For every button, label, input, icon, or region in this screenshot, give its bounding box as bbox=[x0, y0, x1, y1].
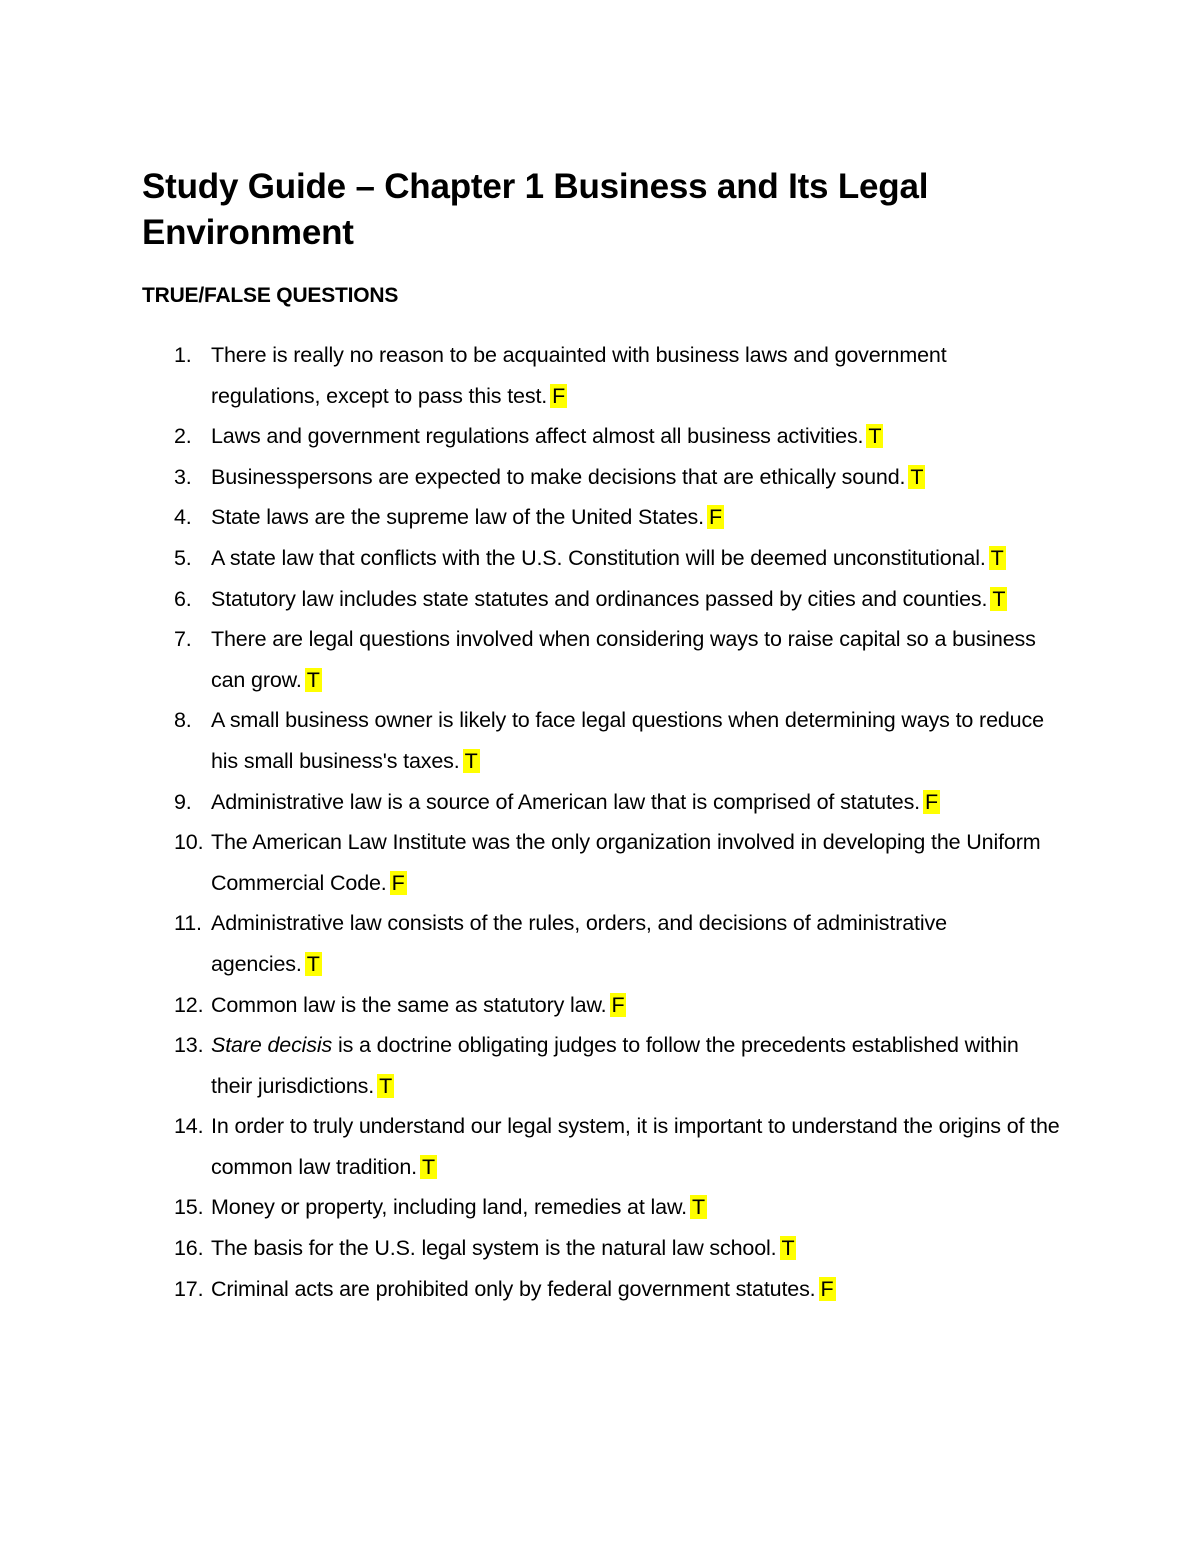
question-text bbox=[211, 830, 1041, 895]
question-text bbox=[211, 465, 925, 489]
question-item bbox=[0, 985, 1061, 1026]
question-statement: Administrative law is a source of American law that is comprised of statutes. bbox=[211, 789, 920, 814]
question-number: 15. bbox=[174, 1195, 204, 1220]
answer-highlight: T bbox=[910, 464, 924, 489]
question-statement: Criminal acts are prohibited only by federal government statutes. bbox=[211, 1276, 816, 1301]
question-item bbox=[0, 1269, 1061, 1310]
question-item bbox=[0, 497, 1061, 538]
question-statement: Administrative law consists of the rules, orders, and decisions of administrative agencies. bbox=[211, 911, 947, 976]
answer-highlight: F bbox=[552, 383, 566, 408]
question-list bbox=[0, 335, 1200, 1309]
answer-highlight: T bbox=[691, 1195, 705, 1220]
question-text bbox=[211, 790, 940, 814]
question-number: 17. bbox=[174, 1276, 204, 1301]
question-item bbox=[0, 457, 1061, 498]
answer-highlight: F bbox=[708, 505, 722, 530]
question-text bbox=[211, 587, 1007, 611]
question-item bbox=[0, 903, 1061, 984]
question-item bbox=[0, 1025, 1061, 1106]
question-item bbox=[0, 700, 1061, 781]
answer-highlight: T bbox=[306, 667, 320, 692]
question-item bbox=[0, 822, 1061, 903]
question-number: 2. bbox=[174, 424, 192, 449]
question-statement: A small business owner is likely to face legal questions when determining ways to reduce his small business's taxes. bbox=[211, 708, 1044, 773]
question-statement: State laws are the supreme law of the United States. bbox=[211, 505, 704, 530]
question-number: 16. bbox=[174, 1236, 204, 1261]
section-heading: TRUE/FALSE QUESTIONS bbox=[142, 284, 399, 307]
page-title: Study Guide – Chapter 1 Business and Its Legal Environment bbox=[142, 167, 929, 252]
question-text bbox=[211, 505, 724, 529]
question-item bbox=[0, 782, 1061, 823]
question-number: 13. bbox=[174, 1033, 204, 1058]
question-statement: Money or property, including land, remedies at law. bbox=[211, 1195, 687, 1220]
question-statement: A state law that conflicts with the U.S. Constitution will be deemed unconstitutional. bbox=[211, 545, 986, 570]
answer-highlight: F bbox=[391, 870, 405, 895]
question-text bbox=[211, 708, 1044, 773]
question-number: 5. bbox=[174, 545, 192, 570]
question-text bbox=[211, 1033, 1019, 1098]
question-number: 11. bbox=[174, 911, 202, 936]
question-text bbox=[211, 627, 1036, 692]
question-item bbox=[0, 579, 1061, 620]
question-text bbox=[211, 911, 947, 976]
question-italic-term: Stare decisis bbox=[211, 1033, 333, 1058]
question-number: 7. bbox=[174, 627, 192, 652]
question-number: 10. bbox=[174, 830, 204, 855]
answer-highlight: T bbox=[990, 545, 1004, 570]
question-item bbox=[0, 1187, 1061, 1228]
answer-highlight: F bbox=[820, 1276, 834, 1301]
question-text bbox=[211, 1195, 707, 1219]
question-item bbox=[0, 1228, 1061, 1269]
question-statement: Common law is the same as statutory law. bbox=[211, 992, 607, 1017]
question-statement: In order to truly understand our legal system, it is important to understand the origins of the common law tradition. bbox=[211, 1114, 1060, 1179]
question-text bbox=[211, 546, 1006, 570]
question-statement: is a doctrine obligating judges to follow the precedents established within their jurisdictions. bbox=[211, 1033, 1019, 1098]
question-statement: Businesspersons are expected to make decisions that are ethically sound. bbox=[211, 464, 906, 489]
question-number: 4. bbox=[174, 505, 192, 530]
question-text bbox=[211, 1114, 1060, 1179]
question-item bbox=[0, 416, 1061, 457]
answer-highlight: T bbox=[306, 951, 320, 976]
question-statement: There is really no reason to be acquainted with business laws and government regulations, except to pass this test. bbox=[211, 343, 947, 408]
question-text bbox=[211, 1277, 836, 1301]
question-item bbox=[0, 538, 1061, 579]
answer-highlight: F bbox=[611, 992, 625, 1017]
answer-highlight: T bbox=[421, 1154, 435, 1179]
question-number: 12. bbox=[174, 992, 204, 1017]
question-text bbox=[211, 1236, 796, 1260]
question-statement: There are legal questions involved when considering ways to raise capital so a business can grow. bbox=[211, 627, 1036, 692]
question-number: 3. bbox=[174, 464, 192, 489]
question-text bbox=[211, 993, 626, 1017]
question-number: 1. bbox=[174, 343, 192, 367]
question-text bbox=[211, 424, 883, 448]
question-number: 14. bbox=[174, 1114, 204, 1139]
question-statement: The basis for the U.S. legal system is the natural law school. bbox=[211, 1236, 777, 1261]
answer-highlight: T bbox=[781, 1236, 795, 1261]
question-statement: Laws and government regulations affect almost all business activities. bbox=[211, 424, 864, 449]
question-number: 8. bbox=[174, 708, 192, 733]
answer-highlight: T bbox=[992, 586, 1006, 611]
question-statement: The American Law Institute was the only organization involved in developing the Uniform Commercial Code. bbox=[211, 830, 1041, 895]
question-item bbox=[0, 619, 1061, 700]
answer-highlight: F bbox=[925, 789, 938, 814]
answer-highlight: T bbox=[464, 748, 478, 773]
answer-highlight: T bbox=[379, 1073, 393, 1098]
question-text bbox=[211, 343, 947, 408]
question-item bbox=[0, 335, 1061, 416]
question-number: 9. bbox=[174, 789, 192, 814]
question-item bbox=[0, 1106, 1061, 1187]
answer-highlight: T bbox=[868, 424, 882, 449]
question-statement: Statutory law includes state statutes and ordinances passed by cities and counties. bbox=[211, 586, 988, 611]
question-number: 6. bbox=[174, 586, 192, 611]
